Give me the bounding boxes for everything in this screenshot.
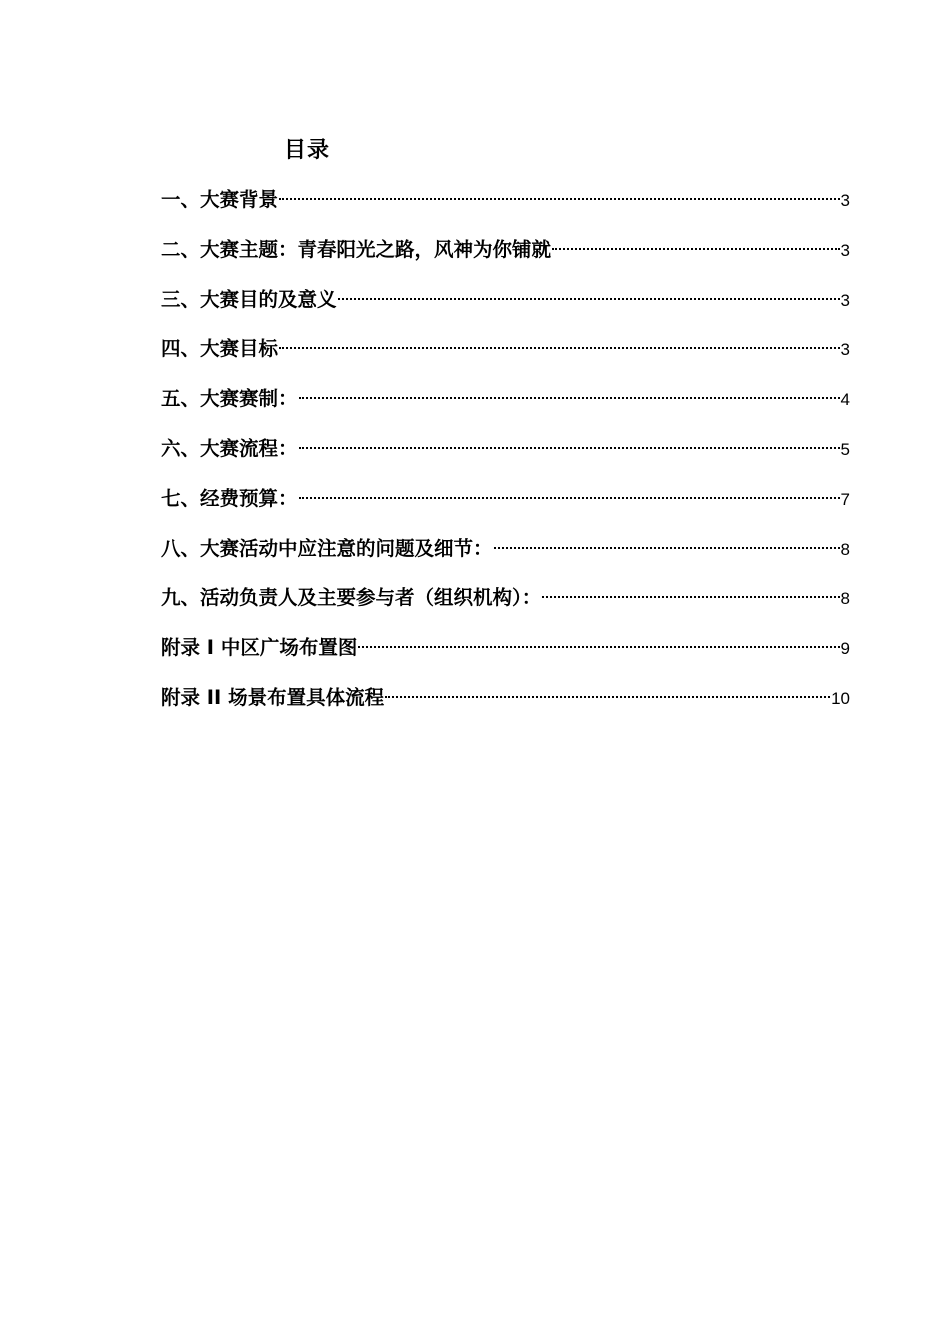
toc-entry-page-number: 8 [840, 539, 850, 559]
toc-entry-organizers[interactable] [161, 582, 850, 632]
toc-entry-page-number: 8 [840, 589, 850, 609]
toc-dot-leader [279, 347, 840, 349]
toc-entry-goals[interactable] [161, 333, 850, 383]
toc-entry-appendix-1[interactable] [161, 632, 850, 682]
table-of-contents [161, 184, 850, 732]
toc-dot-leader [494, 547, 840, 549]
toc-entry-label: 五、大赛赛制： [161, 387, 298, 411]
toc-entry-background[interactable] [161, 184, 850, 234]
toc-entry-page-number: 4 [840, 390, 850, 410]
toc-entry-label: 附录 II 场景布置具体流程 [161, 685, 385, 709]
toc-dot-leader [299, 497, 840, 499]
toc-title: 目录 [284, 138, 331, 163]
toc-entry-theme[interactable] [161, 234, 850, 284]
toc-dot-leader [299, 397, 840, 399]
toc-entry-page-number: 9 [840, 639, 850, 659]
toc-entry-page-number: 5 [840, 439, 850, 459]
toc-dot-leader [385, 696, 830, 698]
toc-entry-label: 一、大赛背景 [161, 188, 279, 211]
toc-entry-label: 四、大赛目标 [161, 337, 279, 361]
toc-entry-label: 九、活动负责人及主要参与者（组织机构）： [161, 586, 542, 610]
toc-entry-page-number: 3 [840, 240, 850, 260]
toc-entry-appendix-2[interactable] [161, 682, 850, 732]
toc-entry-label: 六、大赛流程： [161, 436, 298, 460]
toc-dot-leader [279, 198, 840, 200]
toc-dot-leader [552, 248, 840, 250]
toc-dot-leader [358, 646, 839, 648]
toc-entry-notes[interactable] [161, 533, 850, 583]
toc-dot-leader [542, 596, 839, 598]
toc-dot-leader [299, 447, 840, 449]
toc-entry-page-number: 3 [840, 290, 850, 310]
toc-entry-page-number: 10 [831, 688, 850, 708]
toc-entry-label: 二、大赛主题：青春阳光之路，风神为你铺就 [161, 237, 552, 261]
toc-entry-process[interactable] [161, 433, 850, 483]
toc-entry-purpose[interactable] [161, 284, 850, 334]
toc-entry-page-number: 3 [840, 191, 850, 210]
toc-entry-budget[interactable] [161, 483, 850, 533]
toc-entry-label: 八、大赛活动中应注意的问题及细节： [161, 536, 493, 560]
toc-entry-label: 附录 I 中区广场布置图 [161, 636, 358, 660]
toc-entry-page-number: 3 [840, 340, 850, 360]
toc-entry-format[interactable] [161, 383, 850, 433]
toc-dot-leader [338, 298, 840, 300]
toc-entry-page-number: 7 [840, 489, 850, 509]
toc-entry-label: 三、大赛目的及意义 [161, 287, 337, 311]
toc-entry-label: 七、经费预算： [161, 486, 298, 510]
